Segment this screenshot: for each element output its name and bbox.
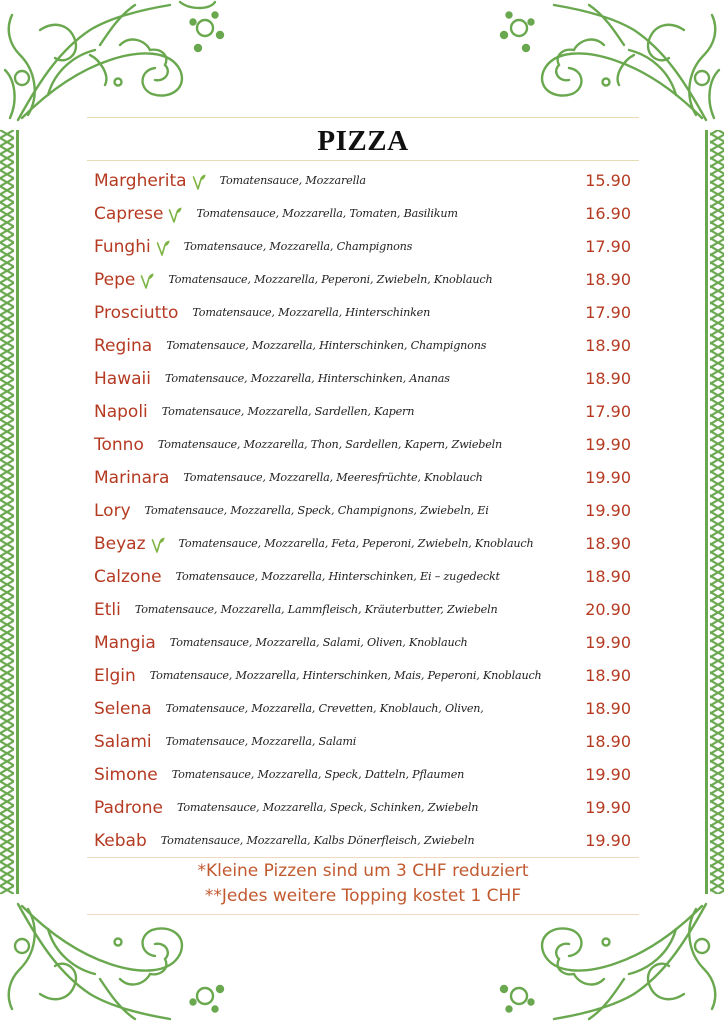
pizza-ingredients: Tomatensauce, Mozzarella, Tomaten, Basilikum xyxy=(196,207,458,220)
pizza-price: 19.90 xyxy=(585,468,631,487)
pizza-price: 19.90 xyxy=(585,765,631,784)
menu-item xyxy=(87,527,639,560)
pizza-name: Padrone xyxy=(94,797,163,818)
left-border-ornament xyxy=(0,130,20,894)
note-extra-topping: **Jedes weitere Topping kostet 1 CHF xyxy=(204,886,522,906)
pizza-name: Lory xyxy=(94,500,131,521)
pizza-name: Caprese xyxy=(94,203,164,224)
pizza-ingredients: Tomatensauce, Mozzarella, Meeresfrüchte, Knoblauch xyxy=(183,471,483,484)
menu-item xyxy=(87,692,639,725)
pizza-ingredients: Tomatensauce, Mozzarella, Peperoni, Zwiebeln, Knoblauch xyxy=(168,273,493,286)
pizza-name: Margherita xyxy=(94,170,187,191)
pizza-price: 20.90 xyxy=(585,600,631,619)
pizza-name: Regina xyxy=(94,335,153,356)
pizza-price: 18.90 xyxy=(585,732,631,751)
pizza-ingredients: Tomatensauce, Mozzarella, Hinterschinken xyxy=(192,306,431,319)
pizza-ingredients: Tomatensauce, Mozzarella, Feta, Peperoni, Zwiebeln, Knoblauch xyxy=(178,537,534,550)
pizza-price: 19.90 xyxy=(585,798,631,817)
menu-item xyxy=(87,659,639,692)
pizza-ingredients: Tomatensauce, Mozzarella, Hinterschinken, Mais, Peperoni, Knoblauch xyxy=(149,669,542,682)
pizza-price: 18.90 xyxy=(585,699,631,718)
menu-item xyxy=(87,362,639,395)
pizza-price: 17.90 xyxy=(585,237,631,256)
menu-item xyxy=(87,329,639,362)
menu-item xyxy=(87,791,639,824)
leaf-v-icon xyxy=(192,174,206,190)
pizza-price: 18.90 xyxy=(585,567,631,586)
pizza-name: Hawaii xyxy=(94,368,151,389)
pizza-price: 19.90 xyxy=(585,831,631,850)
pizza-ingredients: Tomatensauce, Mozzarella, Speck, Champignons, Zwiebeln, Ei xyxy=(144,504,489,517)
pizza-name: Calzone xyxy=(94,566,162,587)
right-border-ornament xyxy=(704,130,724,894)
pizza-ingredients: Tomatensauce, Mozzarella xyxy=(219,174,366,187)
menu-item xyxy=(87,197,639,230)
pizza-ingredients: Tomatensauce, Mozzarella, Speck, Schinken, Zwiebeln xyxy=(176,801,479,814)
leaf-v-icon xyxy=(168,207,182,223)
pizza-price: 16.90 xyxy=(585,204,631,223)
pizza-name: Mangia xyxy=(94,632,156,653)
menu-item xyxy=(87,824,639,857)
menu-title: PIZZA xyxy=(317,125,409,157)
pizza-price: 17.90 xyxy=(585,402,631,421)
menu-item xyxy=(87,461,639,494)
pizza-price: 19.90 xyxy=(585,501,631,520)
pizza-name: Funghi xyxy=(94,236,151,257)
menu-item xyxy=(87,230,639,263)
pizza-name: Tonno xyxy=(94,434,144,455)
leaf-v-icon xyxy=(151,537,165,553)
menu-item xyxy=(87,395,639,428)
menu-item xyxy=(87,263,639,296)
pizza-name: Salami xyxy=(94,731,152,752)
pizza-price: 18.90 xyxy=(585,270,631,289)
pizza-name: Beyaz xyxy=(94,533,146,554)
pizza-ingredients: Tomatensauce, Mozzarella, Hinterschinken, Ananas xyxy=(164,372,450,385)
menu-item xyxy=(87,494,639,527)
menu-item xyxy=(87,593,639,626)
pizza-price: 15.90 xyxy=(585,171,631,190)
pizza-ingredients: Tomatensauce, Mozzarella, Salami, Oliven, Knoblauch xyxy=(169,636,468,649)
menu-item xyxy=(87,725,639,758)
pizza-menu xyxy=(87,117,639,915)
pizza-name: Kebab xyxy=(94,830,147,851)
pizza-ingredients: Tomatensauce, Mozzarella, Lammfleisch, Kräuterbutter, Zwiebeln xyxy=(134,603,498,616)
pizza-ingredients: Tomatensauce, Mozzarella, Sardellen, Kapern xyxy=(161,405,415,418)
pizza-ingredients: Tomatensauce, Mozzarella, Hinterschinken, Champignons xyxy=(166,339,487,352)
pizza-name: Pepe xyxy=(94,269,136,290)
menu-item xyxy=(87,296,639,329)
pizza-ingredients: Tomatensauce, Mozzarella, Champignons xyxy=(183,240,413,253)
pizza-ingredients: Tomatensauce, Mozzarella, Thon, Sardellen, Kapern, Zwiebeln xyxy=(157,438,503,451)
pizza-price: 19.90 xyxy=(585,435,631,454)
pizza-name: Etli xyxy=(94,599,121,620)
pizza-name: Napoli xyxy=(94,401,148,422)
menu-item xyxy=(87,626,639,659)
leaf-v-icon xyxy=(140,273,154,289)
menu-notes xyxy=(87,858,639,914)
pizza-name: Simone xyxy=(94,764,158,785)
pizza-price: 19.90 xyxy=(585,633,631,652)
menu-item xyxy=(87,428,639,461)
note-small-pizza: *Kleine Pizzen sind um 3 CHF reduziert xyxy=(197,861,529,881)
leaf-v-icon xyxy=(156,240,170,256)
divider xyxy=(87,914,639,915)
pizza-price: 18.90 xyxy=(585,369,631,388)
menu-item xyxy=(87,758,639,791)
menu-item xyxy=(87,560,639,593)
pizza-price: 18.90 xyxy=(585,666,631,685)
pizza-name: Prosciutto xyxy=(94,302,179,323)
pizza-ingredients: Tomatensauce, Mozzarella, Salami xyxy=(165,735,357,748)
pizza-ingredients: Tomatensauce, Mozzarella, Speck, Datteln, Pflaumen xyxy=(171,768,465,781)
pizza-price: 18.90 xyxy=(585,336,631,355)
pizza-price: 18.90 xyxy=(585,534,631,553)
pizza-name: Marinara xyxy=(94,467,170,488)
pizza-ingredients: Tomatensauce, Mozzarella, Crevetten, Knoblauch, Oliven, xyxy=(165,702,484,715)
pizza-name: Elgin xyxy=(94,665,136,686)
menu-item-list xyxy=(87,161,639,857)
pizza-name: Selena xyxy=(94,698,152,719)
menu-item xyxy=(87,164,639,197)
pizza-ingredients: Tomatensauce, Mozzarella, Hinterschinken, Ei – zugedeckt xyxy=(175,570,500,583)
pizza-price: 17.90 xyxy=(585,303,631,322)
pizza-ingredients: Tomatensauce, Mozzarella, Kalbs Dönerfleisch, Zwiebeln xyxy=(160,834,475,847)
